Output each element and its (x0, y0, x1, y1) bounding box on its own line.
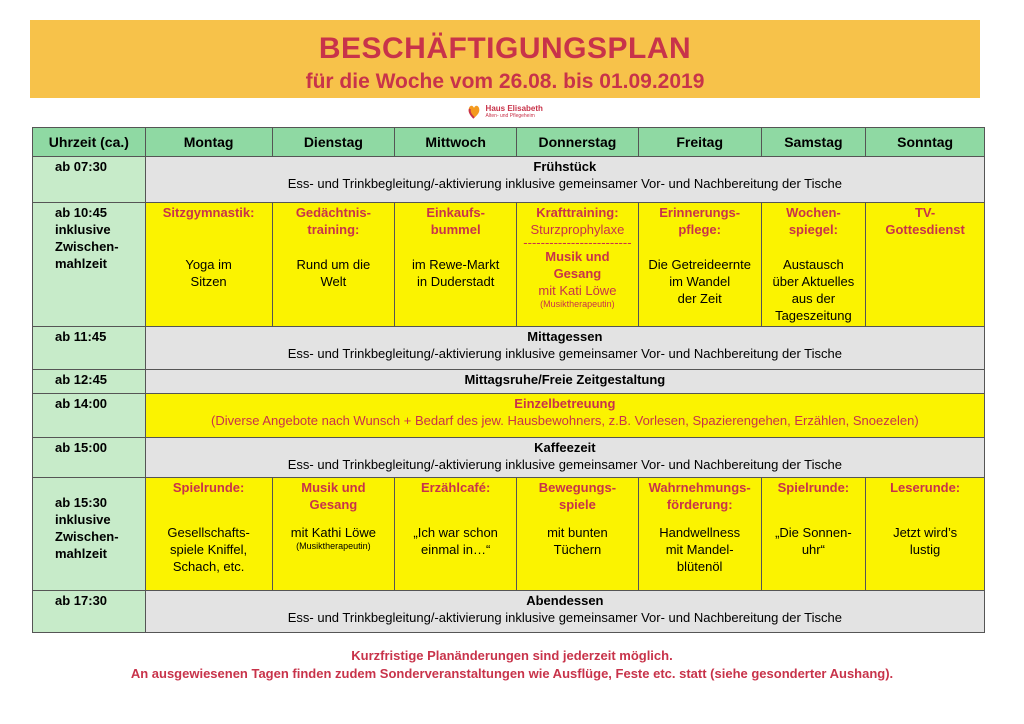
time-extra: mahlzeit (55, 256, 108, 271)
activity-title: Wahrnehmungs- (648, 480, 751, 495)
kaffeezeit-cell (145, 438, 984, 478)
time-extra: inklusive (55, 222, 111, 237)
activity-subtitle: Sturzprophylaxe (530, 222, 625, 237)
activity-title: Gesang (553, 266, 602, 281)
time-label: ab 10:45 (55, 205, 108, 220)
activity-title: Leserunde: (890, 480, 961, 495)
activity-desc: der Zeit (677, 291, 722, 306)
activity-title: Musik und (301, 480, 366, 495)
activity-title: Erzählcafé: (420, 480, 491, 495)
header-donnerstag: Donnerstag (517, 128, 639, 157)
time-cell: ab 12:45 (33, 370, 146, 394)
activity-title: förderung: (666, 497, 733, 512)
haus-elisabeth-logo (467, 103, 543, 121)
activity-cell-samstag (761, 203, 866, 327)
header-freitag: Freitag (638, 128, 761, 157)
header-samstag: Samstag (761, 128, 866, 157)
meal-note: Ess- und Trinkbegleitung/-aktivierung inklusive gemeinsamer Vor- und Nachbereitung der Tische (287, 457, 842, 472)
activity-title: Spielrunde: (777, 480, 850, 495)
activity-desc: Handwellness (659, 525, 741, 540)
einzelbetreuung-cell (145, 394, 984, 438)
activity-desc: Tageszeitung (775, 308, 852, 323)
time-cell: ab 11:45 (33, 327, 146, 370)
activity-desc: Sitzen (190, 274, 227, 289)
activity-title: Spielrunde: (172, 480, 245, 495)
row-1530 (33, 478, 985, 591)
activity-cell-dienstag (272, 203, 395, 327)
activity-title: Einzelbetreuung (514, 396, 616, 411)
activity-desc: aus der (791, 291, 836, 306)
activity-desc: Austausch (783, 257, 844, 272)
row-1045 (33, 203, 985, 327)
activity-title: Krafttraining: (536, 205, 619, 220)
meal-title: Mittagsruhe/Freie Zeitgestaltung (464, 372, 666, 387)
activity-divider: ------------------------- (523, 238, 632, 248)
activity-cell-montag (145, 203, 272, 327)
activity-cell-dienstag (272, 478, 395, 591)
footer-line: Kurzfristige Planänderungen sind jederzeit möglich. (351, 648, 673, 663)
activity-desc: Schach, etc. (172, 559, 245, 574)
activity-note: (Musiktherapeutin) (296, 541, 371, 551)
activity-desc: im Wandel (669, 274, 731, 289)
activity-desc: Die Getreideernte (648, 257, 751, 272)
activity-title: Gesang (309, 497, 358, 512)
activity-desc: Jetzt wird’s (893, 525, 958, 540)
activity-title: TV- (914, 205, 936, 220)
activity-title: pflege: (678, 222, 721, 237)
header-montag: Montag (145, 128, 272, 157)
logo-name: Haus Elisabeth (485, 104, 543, 114)
time-cell: ab 15:00 (33, 438, 146, 478)
time-extra: Zwischen- (55, 239, 119, 254)
header-time: Uhrzeit (ca.) (33, 128, 146, 157)
header-sonntag: Sonntag (866, 128, 985, 157)
activity-desc: blütenöl (676, 559, 723, 574)
page-title: BESCHÄFTIGUNGSPLAN (318, 32, 692, 65)
logo-subtitle: Alten- und Pflegeheim (485, 113, 535, 120)
heart-logo-icon (467, 104, 481, 120)
meal-title: Kaffeezeit (534, 440, 596, 455)
activity-note: (Musiktherapeutin) (540, 299, 615, 309)
activity-desc: Tüchern (553, 542, 602, 557)
header-dienstag: Dienstag (272, 128, 395, 157)
row-0730 (33, 157, 985, 203)
row-1730 (33, 591, 985, 633)
activity-desc: im Rewe-Markt (411, 257, 500, 272)
row-1245 (33, 370, 985, 394)
activity-cell-mittwoch (395, 203, 517, 327)
activity-desc: einmal in…“ (420, 542, 491, 557)
activity-desc: mit Kathi Löwe (290, 525, 377, 540)
plan-header (30, 20, 980, 98)
activity-desc: „Die Sonnen- (775, 525, 852, 540)
time-cell (33, 478, 146, 591)
activity-desc: (Diverse Angebote nach Wunsch + Bedarf des jew. Hausbewohners, z.B. Vorlesen, Spazierengehen, Erzählen, Snoezelen) (211, 413, 919, 428)
activity-title: spiele (558, 497, 596, 512)
activity-desc: mit Mandel- (665, 542, 734, 557)
activity-title: Bewegungs- (538, 480, 617, 495)
logo-bar (30, 100, 980, 126)
activity-cell-sonntag (866, 203, 985, 327)
activity-desc: in Duderstadt (416, 274, 495, 289)
time-cell: ab 17:30 (33, 591, 146, 633)
meal-note: Ess- und Trinkbegleitung/-aktivierung inklusive gemeinsamer Vor- und Nachbereitung der Tische (287, 610, 842, 625)
activity-title: spiegel: (788, 222, 838, 237)
row-1400 (33, 394, 985, 438)
activity-cell-freitag (638, 203, 761, 327)
activity-cell-samstag (761, 478, 866, 591)
time-extra: Zwischen- (55, 529, 119, 544)
activity-desc: Rund um die (296, 257, 371, 272)
footer-note (0, 647, 1024, 683)
activity-desc: spiele Kniffel, (170, 542, 248, 557)
mittagessen-cell (145, 327, 984, 370)
activity-cell-sonntag (866, 478, 985, 591)
activity-title: bummel (430, 222, 481, 237)
meal-title: Frühstück (533, 159, 597, 174)
activity-desc: mit bunten (547, 525, 608, 540)
activity-title: Erinnerungs- (659, 205, 741, 220)
activity-cell-donnerstag (517, 478, 639, 591)
activity-desc: mit Kati Löwe (538, 283, 617, 298)
activity-cell-freitag (638, 478, 761, 591)
time-label: ab 15:30 (55, 495, 108, 510)
activity-desc: uhr“ (801, 542, 825, 557)
schedule-table (32, 127, 985, 633)
meal-title: Abendessen (526, 593, 604, 608)
activity-title: Sitzgymnastik: (162, 205, 255, 220)
activity-title: Gottesdienst (885, 222, 965, 237)
activity-cell-donnerstag (517, 203, 639, 327)
abendessen-cell (145, 591, 984, 633)
activity-desc: lustig (909, 542, 941, 557)
header-mittwoch: Mittwoch (395, 128, 517, 157)
activity-desc: „Ich war schon (413, 525, 498, 540)
activity-desc: Welt (320, 274, 347, 289)
fruehstueck-cell (145, 157, 984, 203)
activity-title: Einkaufs- (426, 205, 485, 220)
activity-title: Gedächtnis- (295, 205, 371, 220)
activity-title: Wochen- (786, 205, 841, 220)
activity-desc: Yoga im (185, 257, 232, 272)
time-extra: inklusive (55, 512, 111, 527)
table-header-row (33, 128, 985, 157)
time-extra: mahlzeit (55, 546, 108, 561)
activity-desc: Gesellschafts- (167, 525, 250, 540)
time-cell: ab 14:00 (33, 394, 146, 438)
activity-cell-mittwoch (395, 478, 517, 591)
meal-note: Ess- und Trinkbegleitung/-aktivierung inklusive gemeinsamer Vor- und Nachbereitung der Tische (287, 346, 842, 361)
meal-title: Mittagessen (527, 329, 603, 344)
meal-note: Ess- und Trinkbegleitung/-aktivierung inklusive gemeinsamer Vor- und Nachbereitung der Tische (287, 176, 842, 191)
time-cell: ab 07:30 (33, 157, 146, 203)
footer-line: An ausgewiesenen Tagen finden zudem Sonderveranstaltungen wie Ausflüge, Feste etc. statt (siehe gesonderter Aushang). (130, 666, 894, 681)
mittagsruhe-cell (145, 370, 984, 394)
row-1145 (33, 327, 985, 370)
activity-title: Musik und (545, 249, 610, 264)
activity-cell-montag (145, 478, 272, 591)
page-subtitle: für die Woche vom 26.08. bis 01.09.2019 (305, 70, 705, 93)
activity-title: training: (307, 222, 360, 237)
activity-desc: über Aktuelles (772, 274, 855, 289)
row-1500 (33, 438, 985, 478)
time-cell (33, 203, 146, 327)
